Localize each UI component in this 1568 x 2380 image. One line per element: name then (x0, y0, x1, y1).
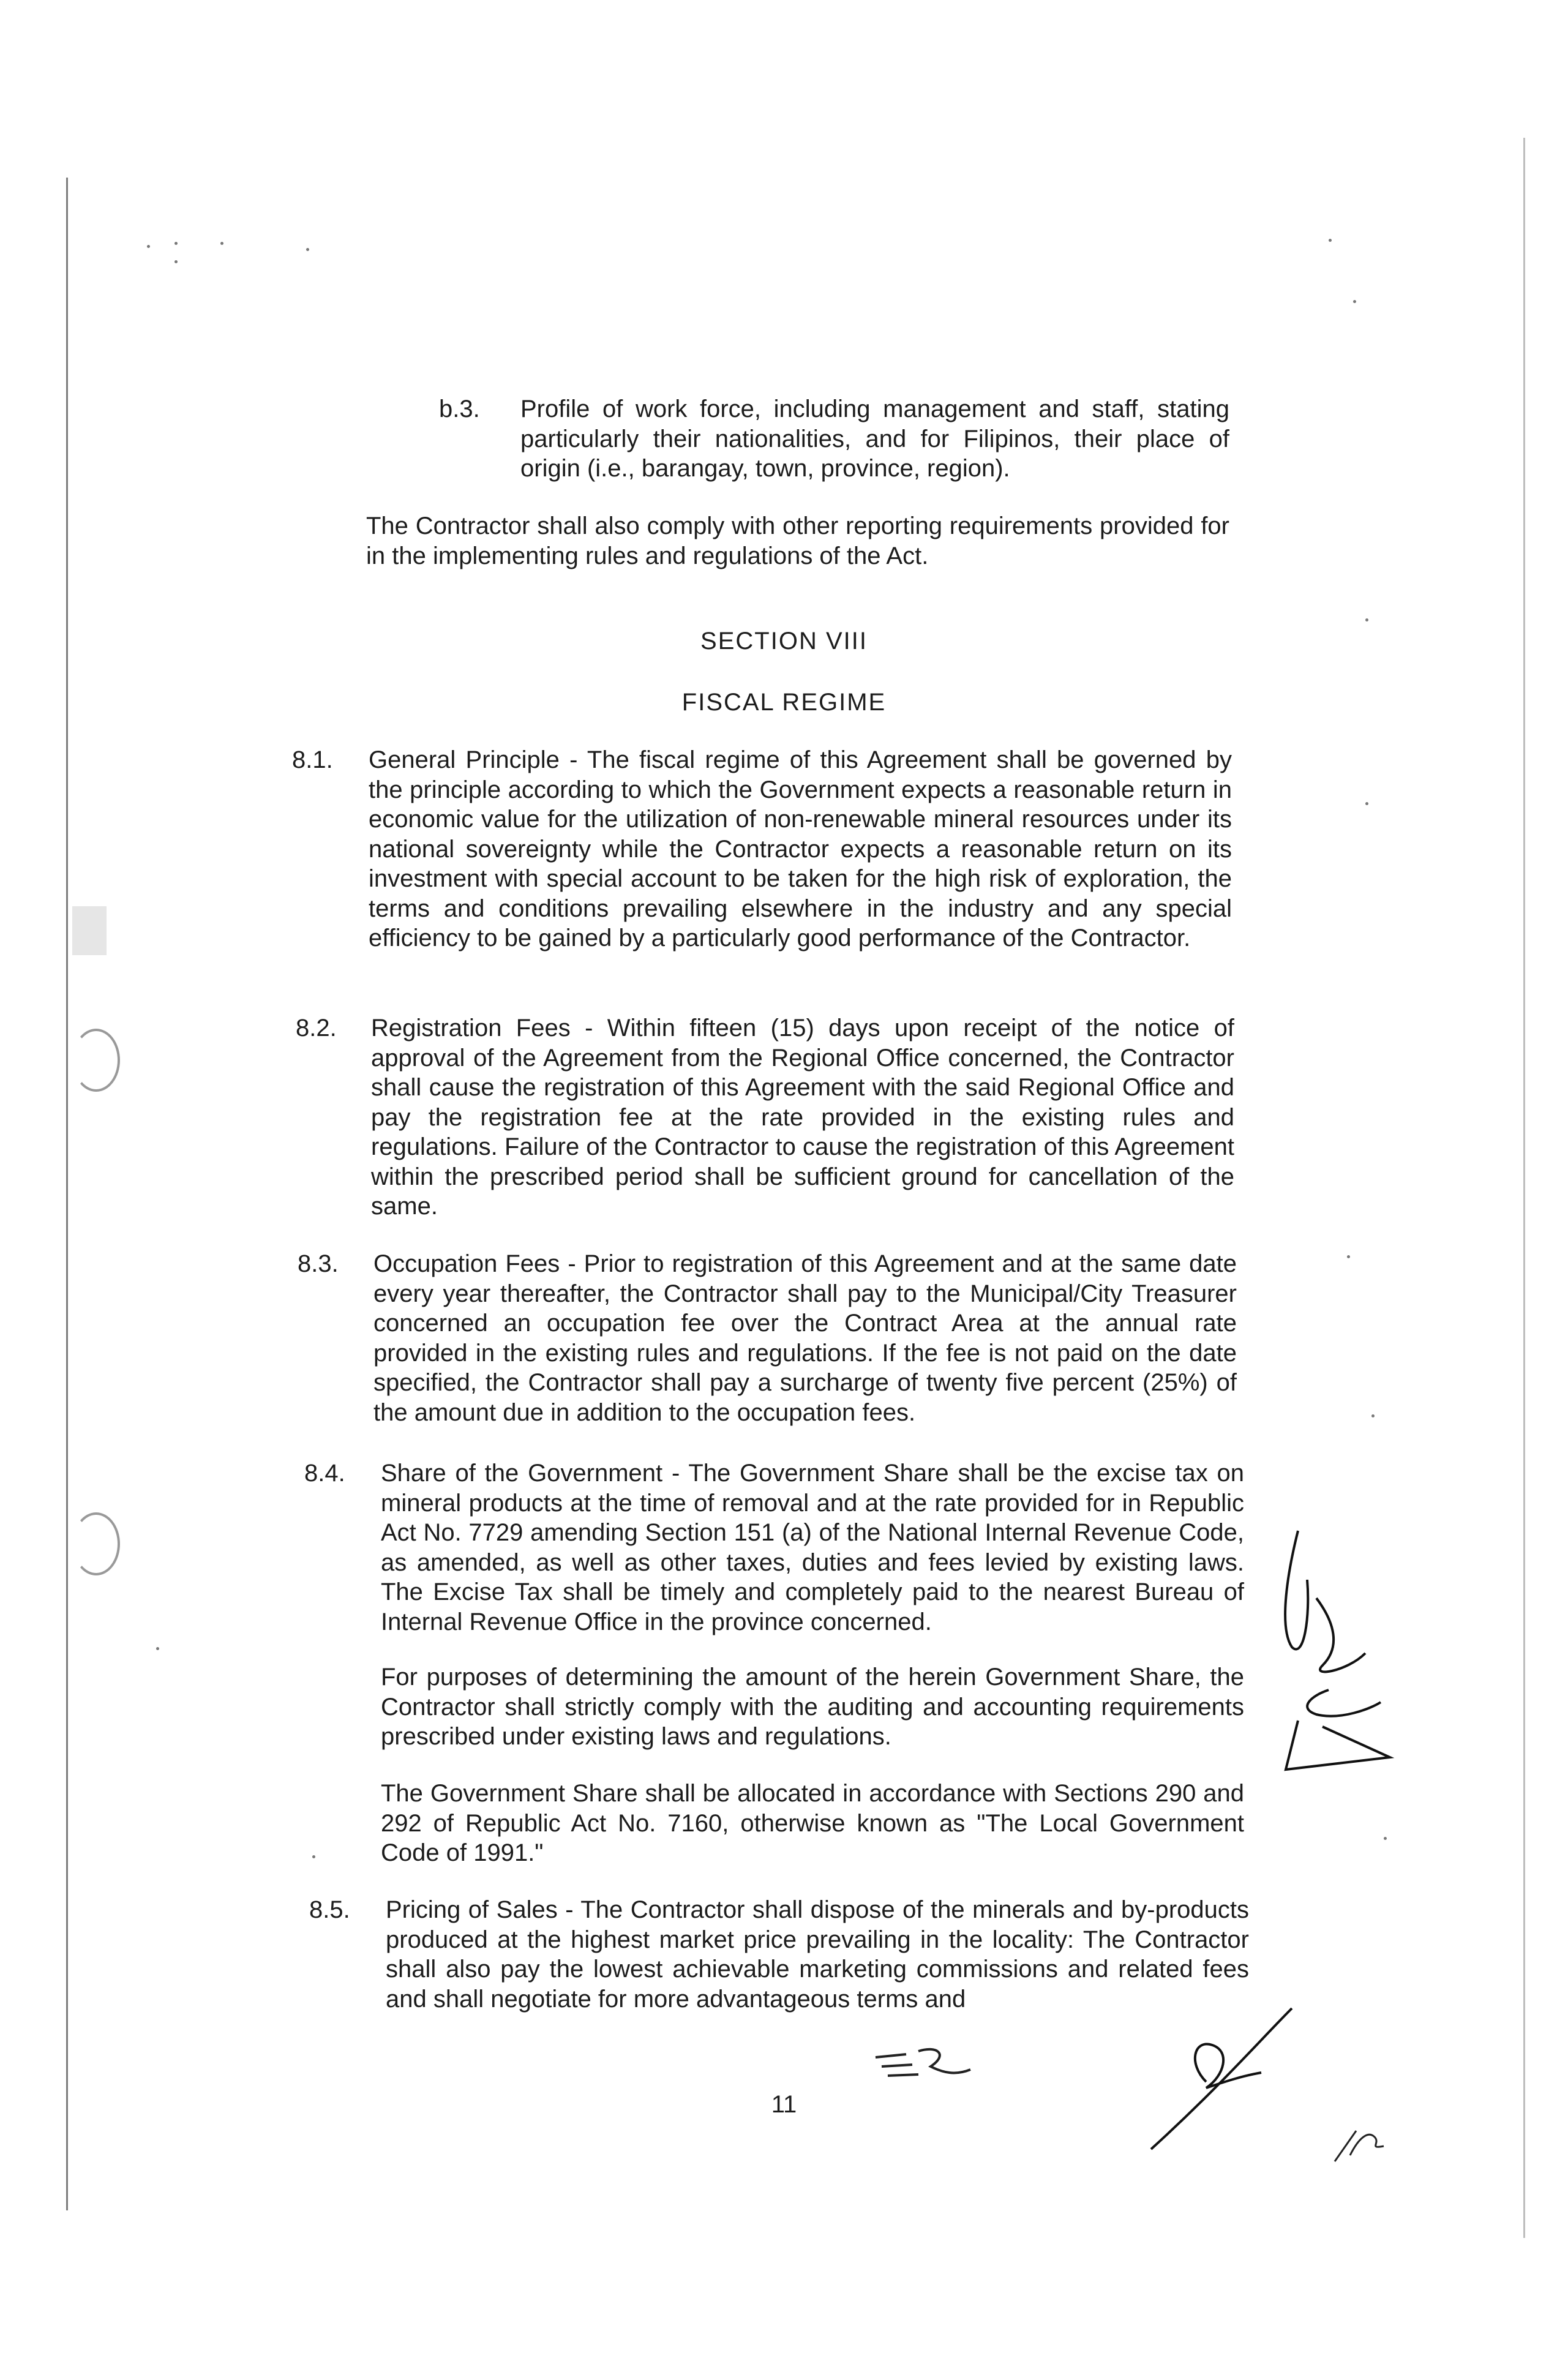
scan-speck (220, 242, 223, 245)
scan-speck (1365, 618, 1368, 621)
clause-text-allocation: The Government Share shall be allocated in accordance with Sections 290 and 292 of Republic Act No. 7160, otherwise known as "The Local Government Code of 1991." (381, 1780, 1244, 1866)
page-right-edge (1523, 138, 1525, 2238)
scan-speck (1329, 239, 1332, 242)
clause-text-general-principle: General Principle - The fiscal regime of this Agreement shall be governed by the principle according to which the Government expects a reasonable return in economic value for the utilization of non-renewable mineral resources under its national sovereignty while the Contractor expects a reasonable return on its investment with special account to be taken for the high risk of exploration, the terms and conditions prevailing elsewhere in the industry and any special efficiency to be gained by a particularly good performance of the Contractor. (369, 746, 1232, 952)
clause-number-8-5: 8.5. (309, 1896, 350, 1923)
clause-text-auditing: For purposes of determining the amount of the herein Government Share, the Contractor shall strictly comply with the auditing and accounting requirements prescribed under existing laws and regulations. (381, 1664, 1244, 1750)
clause-text-registration-fees: Registration Fees - Within fifteen (15) days upon receipt of the notice of approval of the Agreement from the Regional Office concerned, the Contractor shall cause the registration of this Agreement with the said Regional Office and pay the registration fee at the rate provided in the existing rules and regulations. Failure of the Contractor to cause the registration of this Agreement within the prescribed period shall be sufficient ground for cancellation of the same. (371, 1015, 1234, 1220)
clause-number-8-2: 8.2. (296, 1015, 337, 1042)
scan-speck (1365, 802, 1368, 805)
clause-number-8-1: 8.1. (292, 746, 333, 773)
scan-speck (156, 1647, 159, 1650)
punch-hole-bottom (72, 1512, 120, 1575)
page-number: 11 (771, 2091, 797, 2118)
corner-initials (1332, 2119, 1387, 2168)
scan-speck (147, 245, 150, 248)
bottom-initials (869, 2039, 973, 2088)
scan-speck (312, 1855, 315, 1858)
clause-text-pricing-of-sales: Pricing of Sales - The Contractor shall dispose of the minerals and by-products produced at the highest market price prevailing in the locality: The Contractor shall also pay the lowest achievable marketing commissions and related fees and shall negotiate for more advantageous terms and (386, 1896, 1249, 2013)
scan-speck (306, 248, 309, 251)
scan-speck (1347, 1255, 1350, 1258)
section-subtitle: FISCAL REGIME (681, 689, 887, 716)
bottom-right-signature (1139, 2002, 1298, 2155)
scan-speck (174, 242, 178, 245)
item-text-b3: Profile of work force, including management and staff, stating particularly their nationalities, and for Filipinos, their place of origin (i.e., barangay, town, province, region). (520, 396, 1229, 482)
scan-speck (174, 260, 178, 263)
right-margin-signature (1274, 1506, 1402, 1782)
clause-text-government-share: Share of the Government - The Government Share shall be the excise tax on mineral products at the time of removal and at the rate provided for in Republic Act No. 7729 amending Section 151 (a) of the National Internal Revenue Code, as amended, as well as other taxes, duties and fees levied by existing laws. The Excise Tax shall be timely and completely paid to the nearest Bureau of Internal Revenue Office in the province concerned. (381, 1460, 1244, 1635)
clause-number-8-4: 8.4. (304, 1460, 345, 1487)
reporting-requirements-paragraph: The Contractor shall also comply with other reporting requirements provided for in the implementing rules and regulations of the Act. (366, 512, 1229, 569)
punch-hole-top (72, 1029, 120, 1092)
page-left-edge (66, 178, 68, 2210)
scan-speck (1371, 1414, 1375, 1417)
scan-speck (1353, 300, 1356, 303)
scan-speck (1384, 1837, 1387, 1840)
scan-shadow (72, 906, 107, 955)
clause-text-occupation-fees: Occupation Fees - Prior to registration of this Agreement and at the same date every year thereafter, the Contractor shall pay to the Municipal/City Treasurer concerned an occupation fee over the Contract Area at the annual rate provided in the existing rules and regulations. If the fee is not paid on the date specified, the Contractor shall pay a surcharge of twenty five percent (25%) of the amount due in addition to the occupation fees. (373, 1250, 1237, 1426)
clause-number-8-3: 8.3. (298, 1250, 339, 1277)
section-title: SECTION VIII (700, 628, 868, 655)
item-number-b3: b.3. (439, 396, 480, 422)
